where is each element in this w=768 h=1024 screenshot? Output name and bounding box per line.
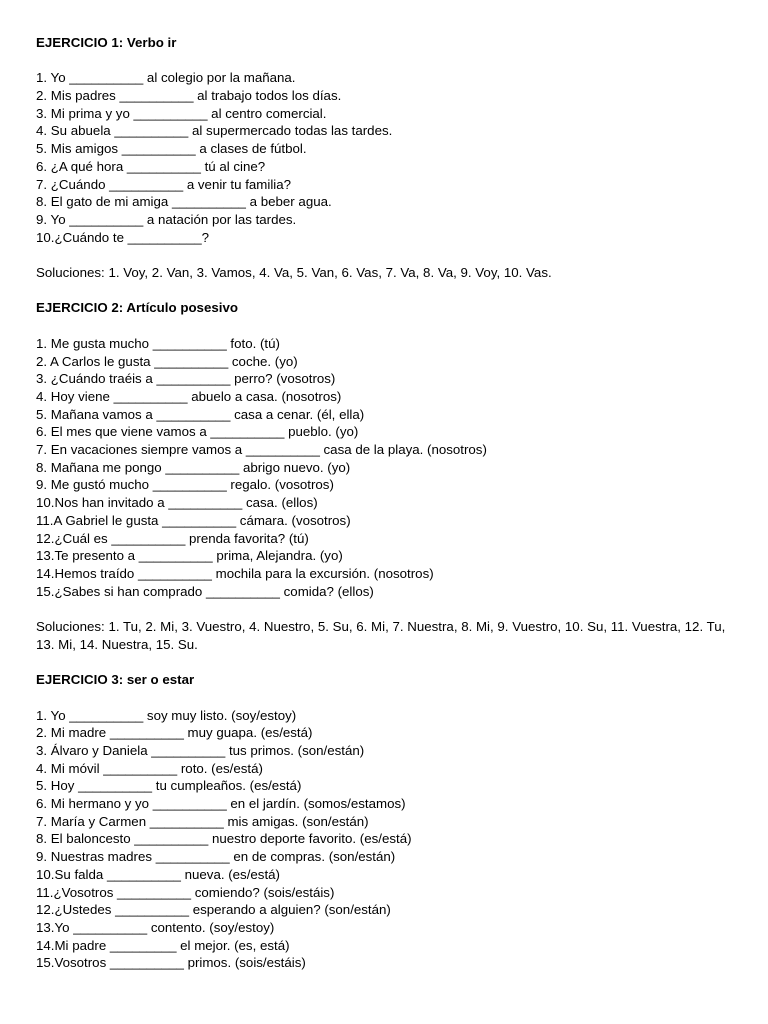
exercise-1-list	[36, 69, 738, 246]
list-item: 14.Mi padre _________ el mejor. (es, está)	[36, 937, 290, 953]
list-item: 12.¿Cuál es __________ prenda favorita? (tú)	[36, 530, 309, 546]
list-item: 4. Mi móvil __________ roto. (es/está)	[36, 760, 263, 776]
list-item: 15.Vosotros __________ primos. (sois/estáis)	[36, 955, 306, 971]
spacer	[36, 282, 738, 300]
list-item: 11.¿Vosotros __________ comiendo? (sois/estáis)	[36, 884, 335, 900]
list-item: 7. En vacaciones siempre vamos a __________ casa de la playa. (nosotros)	[36, 442, 487, 458]
list-item: 1. Yo __________ soy muy listo. (soy/estoy)	[36, 707, 297, 723]
list-item: 10.Nos han invitado a __________ casa. (ellos)	[36, 495, 318, 511]
list-item: 5. Mis amigos __________ a clases de fútbol.	[36, 141, 307, 157]
list-item: 2. Mis padres __________ al trabajo todos los días.	[36, 88, 342, 104]
list-item: 3. ¿Cuándo traéis a __________ perro? (vosotros)	[36, 371, 336, 387]
list-item: 1. Yo __________ al colegio por la mañana.	[36, 70, 296, 86]
list-item: 4. Hoy viene __________ abuelo a casa. (nosotros)	[36, 388, 342, 404]
list-item: 11.A Gabriel le gusta __________ cámara. (vosotros)	[36, 512, 351, 528]
list-item: 9. Nuestras madres __________ en de compras. (son/están)	[36, 849, 396, 865]
list-item: 7. ¿Cuándo __________ a venir tu familia?	[36, 176, 292, 192]
list-item: 8. Mañana me pongo __________ abrigo nuevo. (yo)	[36, 459, 351, 475]
list-item: 1. Me gusta mucho __________ foto. (tú)	[36, 335, 280, 351]
list-item: 9. Me gustó mucho __________ regalo. (vosotros)	[36, 477, 334, 493]
spacer	[36, 600, 738, 618]
list-item: 5. Mañana vamos a __________ casa a cenar. (él, ella)	[36, 406, 365, 422]
list-item: 14.Hemos traído __________ mochila para la excursión. (nosotros)	[36, 566, 434, 581]
list-item: 8. El gato de mi amiga __________ a beber agua.	[36, 194, 332, 210]
exercise-3-title: EJERCICIO 3: ser o estar	[36, 672, 195, 688]
list-item: 13.Yo __________ contento. (soy/estoy)	[36, 920, 275, 935]
list-item: 13.Te presento a __________ prima, Alejandra. (yo)	[36, 548, 343, 564]
list-item: 2. A Carlos le gusta __________ coche. (yo)	[36, 353, 298, 369]
exercise-2-list	[36, 335, 738, 601]
exercise-3-list	[36, 707, 738, 973]
exercise-1-title: EJERCICIO 1: Verbo ir	[36, 35, 177, 50]
list-item: 2. Mi madre __________ muy guapa. (es/está)	[36, 725, 313, 741]
list-item: 15.¿Sabes si han comprado __________ comida? (ellos)	[36, 583, 374, 599]
list-item: 8. El baloncesto __________ nuestro deporte favorito. (es/está)	[36, 831, 412, 847]
list-item: 6. Mi hermano y yo __________ en el jardín. (somos/estamos)	[36, 796, 406, 812]
spacer	[36, 52, 738, 70]
list-item: 12.¿Ustedes __________ esperando a alguien? (son/están)	[36, 902, 391, 918]
list-item: 3. Mi prima y yo __________ al centro comercial.	[36, 105, 327, 121]
list-item: 10.¿Cuándo te __________?	[36, 229, 210, 245]
exercise-1-solutions: Soluciones: 1. Voy, 2. Van, 3. Vamos, 4. Va, 5. Van, 6. Vas, 7. Va, 8. Va, 9. Voy, 10. Vas.	[36, 265, 552, 281]
list-item: 7. María y Carmen __________ mis amigas. (son/están)	[36, 813, 369, 829]
spacer	[36, 654, 738, 672]
list-item: 5. Hoy __________ tu cumpleaños. (es/está)	[36, 778, 302, 794]
exercise-2-solutions: Soluciones: 1. Tu, 2. Mi, 3. Vuestro, 4. Nuestro, 5. Su, 6. Mi, 7. Nuestra, 8. Mi, 9. Vuestro, 10. Su, 11. Vuestra, 12. Tu, 13. Mi, 14. Nuestra, 15. Su.	[36, 619, 726, 652]
exercise-2-title: EJERCICIO 2: Artículo posesivo	[36, 300, 238, 316]
list-item: 3. Álvaro y Daniela __________ tus primos. (son/están)	[36, 742, 365, 758]
list-item: 6. El mes que viene vamos a __________ pueblo. (yo)	[36, 424, 359, 440]
spacer	[36, 246, 738, 264]
spacer	[36, 317, 738, 335]
list-item: 6. ¿A qué hora __________ tú al cine?	[36, 158, 266, 174]
list-item: 10.Su falda __________ nueva. (es/está)	[36, 866, 280, 882]
spacer	[36, 689, 738, 707]
list-item: 9. Yo __________ a natación por las tardes.	[36, 212, 297, 227]
list-item: 4. Su abuela __________ al supermercado todas las tardes.	[36, 123, 393, 139]
